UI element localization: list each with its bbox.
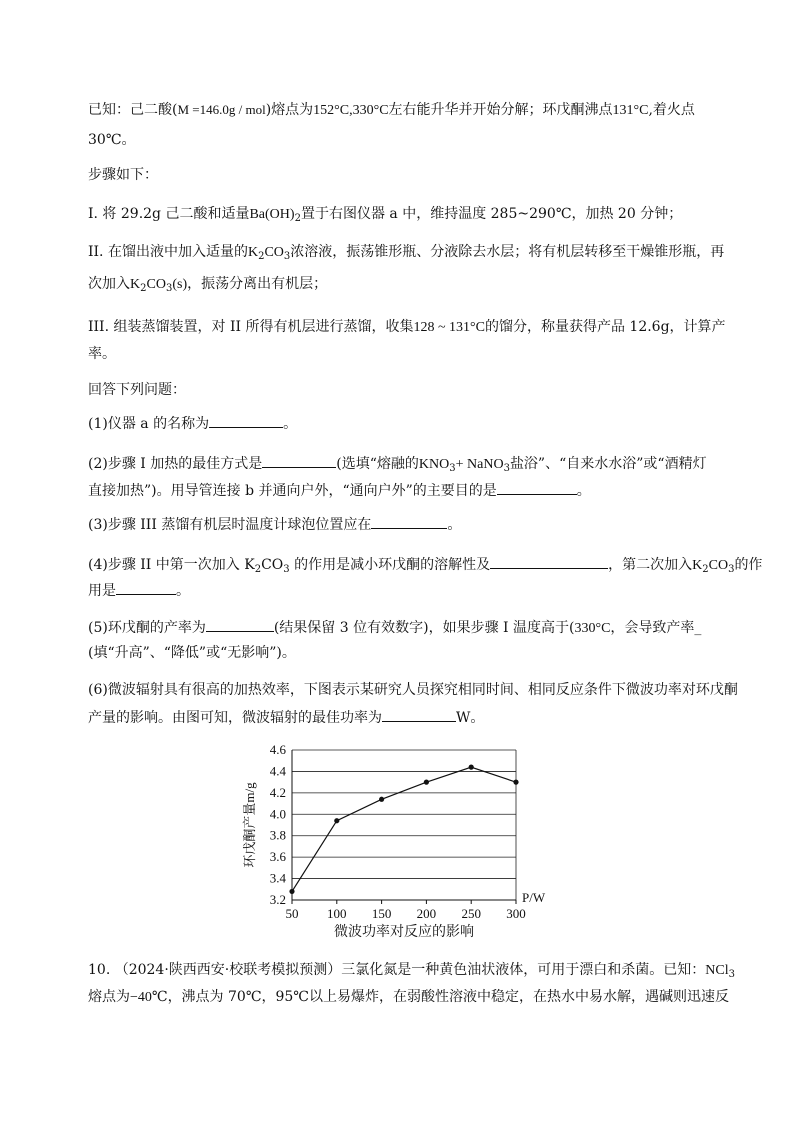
question-text: 产量的影响。由图可知，微波辐射的最佳功率为 (88, 710, 382, 726)
step-3-line-1 (88, 318, 726, 337)
subscript: 3 (503, 463, 510, 474)
question-text: (3)步骤 III 蒸馏有机层时温度计球泡位置应在 (88, 517, 372, 533)
question-text: (结果保留 3 位有效数字)，如果步骤 I 温度高于( (273, 620, 575, 636)
chart-x-tick-label: 250 (461, 906, 481, 921)
step-text: II. 在馏出液中加入适量的 (88, 244, 248, 260)
question-text: CO (261, 557, 284, 573)
formula-part: CO (708, 558, 729, 573)
question-text: (5)环戊酮的产率为 (88, 620, 206, 636)
question-text: 。 (576, 483, 591, 499)
chart-y-tick-label: 3.6 (269, 849, 286, 865)
formula-part: + NaNO (455, 457, 504, 472)
question-text: 10. （2024·陕西西安·校联考模拟预测）三氯化氮是一种黄色油状液体，可用于漂白和杀菌。已知： (88, 962, 706, 978)
distillation-range: 128 ~ 131°C (413, 320, 485, 335)
question-text: 。 (176, 583, 190, 599)
subscript: 3 (283, 564, 290, 575)
question-text: 直接加热”)。用导管连接 b 并通向户外，“通向户外”的主要目的是 (88, 483, 497, 499)
chart-y-tick-label: 3.4 (269, 870, 286, 886)
step-text: III. 组装蒸馏装置，对 II 所得有机层进行蒸馏，收集 (88, 319, 414, 335)
formula-part: CO (264, 245, 284, 260)
chart-x-tick-label: 50 (285, 906, 299, 921)
formula-part: KNO (418, 457, 450, 472)
barium-hydroxide-formula: Ba(OH) (249, 207, 295, 222)
question-2-line-1 (88, 453, 707, 474)
subscript: 3 (449, 463, 456, 474)
chart-y-tick-label: 3.2 (269, 892, 286, 907)
chart-y-tick-label: 3.8 (269, 827, 286, 843)
question-text: (2)步骤 I 加热的最佳方式是 (88, 456, 263, 472)
chart-y-tick-label: 4.6 (269, 742, 286, 757)
answer-blank[interactable] (497, 480, 577, 495)
nitrogen-trichloride-formula: NCl (705, 963, 729, 978)
question-4-line-1 (88, 554, 762, 575)
known-text: 左右能升华并开始分解；环戊酮沸点 (388, 102, 613, 118)
chart-data-point (379, 797, 384, 802)
question-6-line-2 (88, 707, 484, 727)
known-text: )熔点为 (265, 102, 314, 118)
melting-point-value: −40℃ (130, 990, 168, 1005)
question-10-line-1 (88, 961, 735, 980)
microwave-power-chart (236, 738, 556, 938)
answer-blank[interactable] (382, 707, 456, 722)
question-text: (4)步骤 II 中第一次加入 K (88, 557, 255, 573)
question-3 (88, 514, 461, 534)
boiling-point-value: 131°C (612, 103, 649, 118)
question-text: 用是 (88, 583, 116, 599)
step-2-line-1 (88, 243, 724, 262)
question-text: ，第二次加入 (608, 557, 693, 573)
known-line-1 (88, 101, 695, 120)
chart-data-point (469, 765, 474, 770)
chart-series-line (292, 767, 516, 891)
known-text: 已知：己二酸( (88, 102, 178, 118)
chart-axes (292, 750, 516, 904)
step-text: ，振荡分离出有机层； (187, 276, 328, 292)
chart-x-tick-label: 300 (506, 906, 526, 921)
step-text: 浓溶液，振荡锥形瓶、分液除去水层；将有机层转移至干燥锥形瓶，再 (290, 244, 725, 260)
question-text: 的作 (734, 557, 763, 573)
formula-part: K (692, 558, 703, 573)
steps-title: 步骤如下： (88, 167, 158, 183)
question-text: ，会导致产率_ (610, 620, 702, 636)
subscript: 3 (728, 564, 735, 575)
answer-blank[interactable] (116, 580, 176, 595)
question-text: (选填“熔融的 (336, 456, 419, 472)
answer-blank[interactable] (490, 554, 608, 569)
step-text: 的馏分，称量获得产品 12.6g，计算产 (484, 319, 726, 335)
question-5-line-2: (填“升高”、“降低”或“无影响”)。 (88, 645, 296, 661)
question-5-line-1 (88, 617, 701, 638)
subscript: 3 (165, 283, 173, 294)
formula-part: K (247, 245, 259, 260)
molar-mass-formula: M =146.0g / mol (177, 102, 266, 117)
formula-part: CO (146, 277, 166, 292)
step-2-line-2 (88, 275, 327, 294)
chart-x-tick-label: 200 (416, 906, 437, 921)
step-text: I. 将 29.2g 己二酸和适量 (88, 206, 250, 222)
subscript: 2 (254, 564, 262, 575)
state-symbol: (s) (172, 277, 188, 292)
question-1 (88, 413, 297, 433)
chart-data-point (424, 780, 429, 785)
chart-x-tick-label: 150 (371, 906, 392, 921)
subscript: 2 (702, 564, 709, 575)
temperature-value: 330°C (574, 621, 611, 636)
question-10-line-2 (88, 988, 729, 1007)
chart-data-point (513, 780, 518, 785)
chart-data-point (289, 889, 294, 894)
question-4-line-2 (88, 580, 190, 600)
chart-series (289, 765, 518, 894)
chart-y-tick-label: 4.0 (269, 806, 286, 822)
subscript: 2 (294, 213, 301, 224)
answer-blank[interactable] (371, 514, 447, 529)
question-text: ，沸点为 70℃，95℃以上易爆炸，在弱酸性溶液中稳定，在热水中易水解，遇碱则迅速反 (167, 989, 729, 1005)
chart-y-tick-label: 4.4 (269, 763, 286, 779)
question-text: W。 (456, 710, 485, 726)
subscript: 3 (283, 251, 291, 262)
answer-blank[interactable] (262, 453, 336, 468)
question-2-line-2 (88, 480, 591, 500)
chart-title: 微波功率对反应的影响 (334, 925, 474, 938)
subscript: 2 (140, 283, 147, 294)
step-text: 次加入 (88, 276, 130, 292)
chart-y-tick-label: 4.2 (269, 784, 286, 800)
answer-title: 回答下列问题： (88, 382, 186, 398)
question-text: (1)仪器 a 的名称为 (88, 416, 210, 432)
step-1 (88, 205, 682, 224)
question-text: 盐浴”、“自来水水浴”或“酒精灯 (509, 456, 707, 472)
subscript: 3 (728, 969, 735, 980)
subscript: 2 (258, 251, 265, 262)
question-6-line-1: (6)微波辐射具有很高的加热效率，下图表示某研究人员探究相同时间、相同反应条件下微波功率对环戊酮 (88, 682, 738, 698)
chart-grid (292, 750, 516, 900)
chart-x-axis-label: P/W (522, 890, 546, 905)
question-text: 的作用是减小环戊酮的溶解性及 (289, 557, 491, 573)
formula-part: K (130, 277, 141, 292)
question-text: 。 (447, 517, 462, 533)
chart-x-tick-label: 100 (327, 906, 347, 921)
step-3-line-2: 率。 (88, 346, 116, 362)
answer-blank[interactable] (206, 617, 274, 632)
melting-point-value: 152°C,330°C (313, 103, 389, 118)
known-text: ,着火点 (648, 102, 695, 118)
question-text: 。 (283, 416, 298, 432)
known-line-2: 30℃。 (88, 132, 136, 148)
chart-data-point (334, 818, 339, 823)
question-text: 熔点为 (88, 989, 130, 1005)
answer-blank[interactable] (209, 413, 283, 428)
chart-y-axis-label: 环戊酮产量m/g (242, 782, 257, 868)
chart-tick-labels (270, 742, 526, 921)
step-text: 置于右图仪器 a 中，维持温度 285~290℃，加热 20 分钟； (300, 206, 683, 222)
